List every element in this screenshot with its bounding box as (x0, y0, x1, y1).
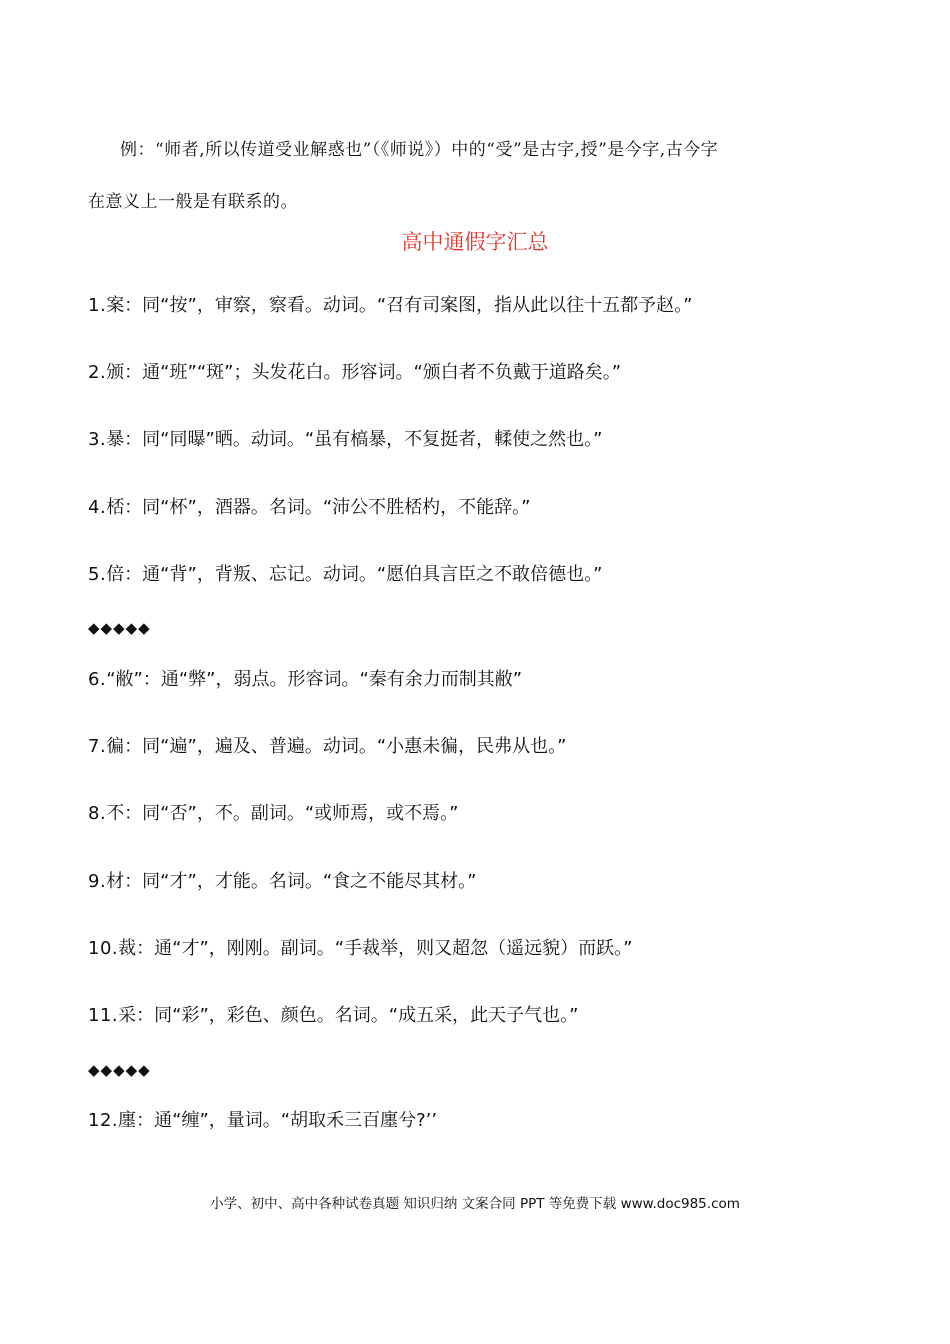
entry-number: 2. (88, 362, 107, 383)
entry-text: 廛：通“缠”，量词。“胡取禾三百廛兮?’’ (118, 1110, 438, 1131)
entry-number: 4. (88, 497, 107, 518)
entry-11 (88, 1001, 578, 1027)
entry-number: 7. (88, 736, 107, 757)
entry-text: “敝”：通“弊”，弱点。形容词。“秦有余力而制其敝” (106, 669, 523, 690)
entry-number: 12. (88, 1110, 119, 1131)
entry-7 (88, 732, 567, 758)
entry-12 (88, 1106, 437, 1132)
entry-5 (88, 560, 603, 586)
intro-line-1 (88, 124, 878, 176)
entry-4 (88, 493, 531, 519)
intro-line-1-text: 例：“师者,所以传道受业解惑也”（《师说》）中的“受”是古字,授”是今字,古今字 (120, 140, 719, 160)
page-footer: 小学、初中、高中各种试卷真题 知识归纳 文案合同 PPT 等免费下载 www.doc985.com (210, 1196, 740, 1212)
entry-number: 10. (88, 938, 119, 959)
entry-text: 裁：通“才”，刚刚。副词。“手裁举，则又超忽（遥远貌）而跃。” (118, 938, 633, 959)
entry-text: 材：同“才”，才能。名词。“食之不能尽其材。” (106, 871, 477, 892)
entry-text: 倍：通“背”，背叛、忘记。动词。“愿伯具言臣之不敢倍德也。” (106, 564, 603, 585)
entry-text: 采：同“彩”，彩色、颜色。名词。“成五采，此天子气也。” (118, 1005, 579, 1026)
separator-diamonds: ◆◆◆◆◆ (88, 1061, 151, 1079)
entry-text: 徧：同“遍”，遍及、普遍。动词。“小惠未徧，民弗从也。” (106, 736, 567, 757)
separator-diamonds: ◆◆◆◆◆ (88, 619, 151, 637)
entry-number: 8. (88, 803, 107, 824)
entry-text: 不：同“否”，不。副词。“或师焉，或不焉。” (106, 803, 459, 824)
entry-number: 9. (88, 871, 107, 892)
entry-1 (88, 291, 693, 317)
entry-text: 暴：同“同曝”晒。动词。“虽有槁暴，不复挺者，輮使之然也。” (106, 429, 603, 450)
intro-paragraph (88, 124, 878, 228)
entry-2 (88, 358, 621, 384)
entry-number: 1. (88, 295, 107, 316)
entry-10 (88, 934, 632, 960)
entry-9 (88, 867, 477, 893)
entry-8 (88, 799, 459, 825)
entry-number: 11. (88, 1005, 119, 1026)
entry-number: 6. (88, 669, 107, 690)
entry-text: 案：同“按”，审察，察看。动词。“召有司案图，指从此以往十五都予赵。” (106, 295, 693, 316)
intro-line-2: 在意义上一般是有联系的。 (88, 192, 298, 212)
entry-text: 桮：同“杯”，酒器。名词。“沛公不胜桮杓，不能辞。” (106, 497, 531, 518)
entry-3 (88, 425, 603, 451)
entry-number: 5. (88, 564, 107, 585)
entry-number: 3. (88, 429, 107, 450)
entry-text: 颁：通“班”“斑”；头发花白。形容词。“颁白者不负戴于道路矣。” (106, 362, 622, 383)
section-heading: 高中通假字汇总 (401, 230, 549, 254)
entry-6 (88, 665, 522, 691)
